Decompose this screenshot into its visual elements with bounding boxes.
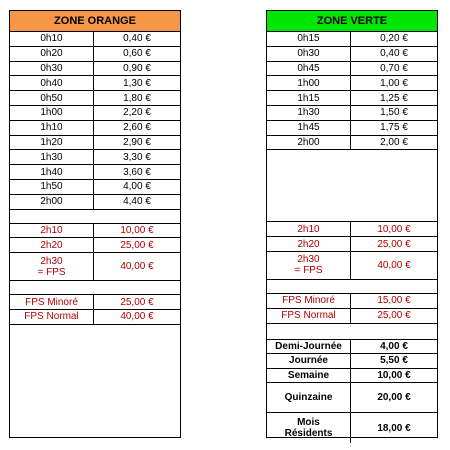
duration-cell: 1h00	[10, 106, 94, 120]
price-cell: 1,00 €	[380, 77, 408, 89]
duration-cell: 1h30	[10, 150, 94, 164]
orange-tariff-row	[10, 32, 180, 47]
orange-spacer-row	[10, 210, 180, 224]
orange-tariff-row	[10, 195, 180, 210]
price-cell: 1,50 €	[380, 107, 408, 119]
orange-separator-row	[10, 281, 180, 295]
orange-fps-value: 40,00 €	[120, 261, 154, 273]
price-cell: 0,20 €	[380, 33, 408, 45]
duration-cell: 1h45	[267, 121, 351, 135]
verte-fps-time-line1: 2h30	[297, 254, 320, 266]
verte-quinzaine-row: Quinzaine 20,00 €	[267, 383, 437, 413]
price-cell: 1,75 €	[380, 122, 408, 134]
orange-tariff-row	[10, 136, 180, 151]
price-cell: 0,90 €	[123, 62, 151, 74]
orange-fps-row	[10, 253, 180, 281]
orange-tariff-row	[10, 91, 180, 106]
duration-cell: 1h15	[267, 91, 351, 105]
price-cell: 3,30 €	[123, 151, 151, 163]
price-cell: 0,40 €	[380, 48, 408, 60]
duration-cell: 0h50	[10, 91, 94, 105]
zone-verte-title: ZONE VERTE	[267, 11, 437, 32]
price-cell: 3,60 €	[123, 166, 151, 178]
verte-blank-area	[267, 150, 437, 222]
verte-fps-value: 40,00 €	[377, 259, 411, 271]
verte-sub-row: Journée 5,50 €	[267, 354, 437, 369]
verte-tariff-row	[267, 106, 437, 121]
orange-fps-time-line2: = FPS	[37, 266, 66, 278]
verte-fps-minore-row: FPS Minoré 15,00 €	[267, 294, 437, 309]
price-cell: 4,40 €	[123, 196, 151, 208]
duration-cell: 0h15	[267, 32, 351, 46]
verte-red-row: 2h20 25,00 €	[267, 237, 437, 252]
orange-fps-normal-row: FPS Normal 40,00 €	[10, 310, 180, 325]
duration-cell: 0h45	[267, 62, 351, 76]
verte-mois-row	[267, 413, 437, 443]
verte-tariff-row	[267, 136, 437, 151]
orange-tariff-row	[10, 150, 180, 165]
verte-tariff-row	[267, 91, 437, 106]
verte-mois-line1: Mois	[297, 417, 320, 429]
price-cell: 2,20 €	[123, 107, 151, 119]
verte-separator-row-2	[267, 324, 437, 340]
orange-fps-minore-row: FPS Minoré 25,00 €	[10, 295, 180, 310]
duration-cell: 0h30	[267, 47, 351, 61]
duration-cell: 0h10	[10, 32, 94, 46]
duration-cell: 0h20	[10, 47, 94, 61]
duration-cell: 1h50	[10, 180, 94, 194]
orange-tariff-row	[10, 62, 180, 77]
price-cell: 0,40 €	[123, 33, 151, 45]
verte-tariff-row	[267, 32, 437, 47]
verte-fps-normal-row: FPS Normal 25,00 €	[267, 309, 437, 324]
verte-separator-row	[267, 280, 437, 294]
price-cell: 1,80 €	[123, 92, 151, 104]
verte-red-row: 2h10 10,00 €	[267, 222, 437, 237]
duration-cell: 2h00	[10, 195, 94, 209]
price-cell: 2,60 €	[123, 122, 151, 134]
orange-tariff-row	[10, 76, 180, 91]
orange-tariff-row	[10, 106, 180, 121]
duration-cell: 2h00	[267, 136, 351, 150]
price-cell: 2,90 €	[123, 136, 151, 148]
verte-mois-line2: Résidents	[284, 428, 333, 440]
price-cell: 0,70 €	[380, 62, 408, 74]
price-cell: 0,60 €	[123, 48, 151, 60]
verte-fps-row	[267, 252, 437, 280]
zone-verte-panel	[266, 10, 438, 438]
duration-cell: 0h30	[10, 62, 94, 76]
zone-orange-title: ZONE ORANGE	[10, 11, 180, 32]
verte-sub-row: Demi-Journée 4,00 €	[267, 340, 437, 355]
duration-cell: 1h30	[267, 106, 351, 120]
duration-cell: 1h40	[10, 165, 94, 179]
price-cell: 2,00 €	[380, 136, 408, 148]
duration-cell: 1h10	[10, 121, 94, 135]
price-cell: 4,00 €	[123, 181, 151, 193]
verte-fps-time-line2: = FPS	[294, 265, 323, 277]
duration-cell: 1h20	[10, 136, 94, 150]
price-cell: 1,25 €	[380, 92, 408, 104]
orange-tariff-row	[10, 121, 180, 136]
duration-cell: 1h00	[267, 76, 351, 90]
orange-tariff-row	[10, 180, 180, 195]
price-cell: 1,30 €	[123, 77, 151, 89]
verte-tariff-row	[267, 47, 437, 62]
orange-tariff-row	[10, 165, 180, 180]
orange-fps-time-line1: 2h30	[40, 255, 63, 267]
orange-red-row: 2h20 25,00 €	[10, 238, 180, 253]
orange-red-row: 2h10 10,00 €	[10, 224, 180, 239]
verte-tariff-row	[267, 62, 437, 77]
verte-sub-row: Semaine 10,00 €	[267, 369, 437, 384]
verte-mois-value: 18,00 €	[377, 422, 411, 434]
zone-orange-panel	[9, 10, 181, 438]
duration-cell: 0h40	[10, 76, 94, 90]
orange-tariff-row	[10, 47, 180, 62]
verte-tariff-row	[267, 76, 437, 91]
verte-tariff-row	[267, 121, 437, 136]
